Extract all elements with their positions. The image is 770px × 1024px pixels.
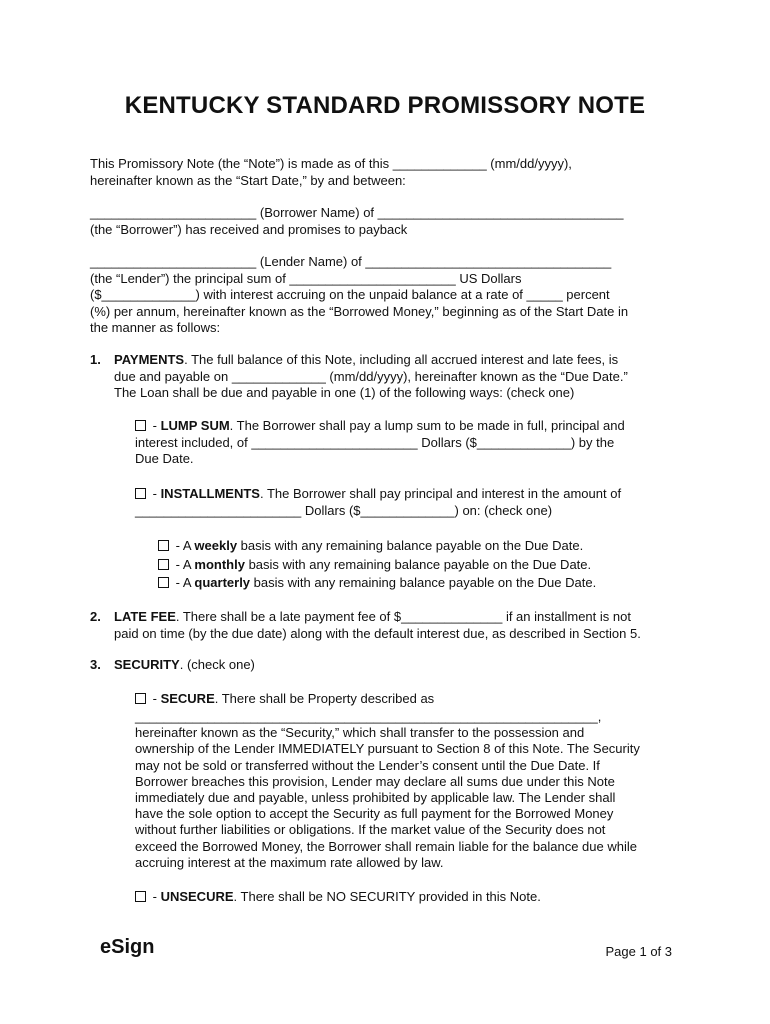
secure-checkbox[interactable] [135, 693, 146, 704]
section-security: SECURITY. (check one) [114, 657, 255, 672]
section-number: 2. [90, 609, 101, 624]
esign-logo: eSign [100, 936, 155, 958]
lump-sum-option: - LUMP SUM. The Borrower shall pay a lump sum to be made in full, principal and interest included, of _______________________ Dollars ($_____________) by the Due Date. [135, 418, 625, 467]
installment-frequency-options [158, 537, 596, 593]
installments-option: - INSTALLMENTS. The Borrower shall pay principal and interest in the amount of _______________________ Dollars ($_____________) on: (check one) [135, 486, 622, 518]
intro-line: This Promissory Note (the “Note”) is made as of this _____________ (mm/dd/yyyy), [90, 156, 572, 171]
installments-checkbox[interactable] [135, 488, 146, 499]
section-heading: LATE FEE [114, 609, 176, 624]
lump-sum-checkbox[interactable] [135, 420, 146, 431]
lender-line: (%) per annum, hereinafter known as the “Borrowed Money,” beginning as of the Start Date in [90, 303, 629, 319]
quarterly-checkbox[interactable] [158, 577, 169, 588]
secure-description: ________________________________________________________________, hereinafter known as the “Security,” which shall transfer to the possession and ownership of the Lender IMMEDIATELY pursuant to Section 8 of this Note. The Security may not be sold or transferred without the Lender’s consent until the Due Date. If Borrower breaches this provision, Lender may declare all sums due under this Note immediately due and payable, unless prohibited by applicable law. The Lender shall have the sole option to accept the Security as full payment for the Borrowed Money without further liabilities or obligations. If the market value of the Security does not exceed the Borrowed Money, the Borrower shall remain liable for the balance due while accruing interest at the maximum rate allowed by law. [135, 709, 640, 870]
section-number: 1. [90, 352, 101, 367]
weekly-checkbox[interactable] [158, 540, 169, 551]
unsecure-option: - UNSECURE. There shall be NO SECURITY provided in this Note. [135, 889, 541, 906]
monthly-checkbox[interactable] [158, 559, 169, 570]
secure-option: - SECURE. There shall be Property described as [135, 691, 434, 708]
intro-line: hereinafter known as the “Start Date,” by and between: [90, 172, 406, 188]
lender-line: the manner as follows: [90, 320, 221, 336]
page-number: Page 1 of 3 [605, 944, 672, 959]
unsecure-checkbox[interactable] [135, 891, 146, 902]
section-heading: SECURITY [114, 657, 180, 672]
frequency-option-weekly: - A weekly basis with any remaining balance payable on the Due Date. [158, 537, 596, 556]
lender-line: _______________________ (Lender Name) of __________________________________ [90, 254, 612, 269]
section-number: 3. [90, 657, 101, 672]
section-heading: PAYMENTS [114, 352, 185, 367]
borrower-line: (the “Borrower”) has received and promises to payback [90, 221, 408, 237]
lender-line: ($_____________) with interest accruing on the unpaid balance at a rate of _____ percent [90, 287, 610, 303]
lender-line: (the “Lender”) the principal sum of _______________________ US Dollars [90, 270, 522, 286]
borrower-paragraph [90, 205, 623, 238]
section-late-fee: LATE FEE. There shall be a late payment fee of $______________ if an installment is not paid on time (by the due date) along with the default interest due, as described in Section 5. [114, 609, 641, 641]
frequency-option-monthly: - A monthly basis with any remaining balance payable on the Due Date. [158, 556, 596, 575]
frequency-option-quarterly: - A quarterly basis with any remaining balance payable on the Due Date. [158, 574, 596, 593]
document-title: KENTUCKY STANDARD PROMISSORY NOTE [124, 92, 646, 119]
section-payments: PAYMENTS. The full balance of this Note, including all accrued interest and late fees, is due and payable on _____________ (mm/dd/yyyy), hereinafter known as the “Due Date.” The Loan shall be due and payable in one (1) of the following ways: (check one) [114, 352, 628, 401]
borrower-line: _______________________ (Borrower Name) of __________________________________ [90, 205, 624, 220]
intro-paragraph [90, 156, 572, 189]
lender-paragraph [90, 254, 628, 337]
